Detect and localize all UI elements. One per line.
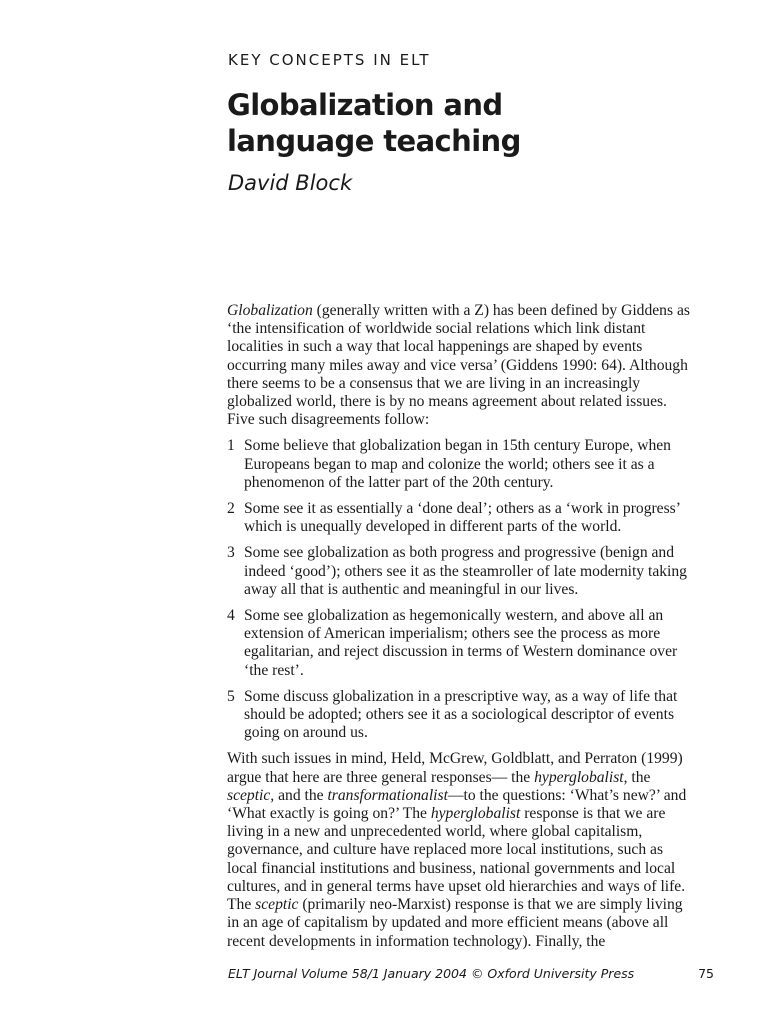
text-line: which is unequally developed in different parts of the world.: [244, 518, 622, 536]
text-segment: recent developments in information technology). Finally, the: [227, 932, 606, 950]
list-number: 2: [227, 500, 235, 518]
italic-term: sceptic: [255, 896, 299, 914]
text-line: extension of American imperialism; others see the process as more: [244, 625, 661, 643]
text-line: ‘the rest’.: [244, 661, 304, 679]
title-line: Globalization and: [227, 88, 503, 122]
text-line: [227, 750, 719, 768]
text-line: [227, 896, 719, 914]
text-line: Some see globalization as both progress and progressive (benign and: [244, 544, 675, 562]
text-segment: local financial institutions and business, national governments and local: [227, 859, 676, 877]
text-line: phenomenon of the latter part of the 20th century.: [244, 473, 554, 491]
text-segment: Five such disagreements follow:: [227, 411, 430, 429]
text-line: [227, 320, 719, 338]
text-segment: and the: [274, 786, 328, 804]
title-line: language teaching: [227, 124, 521, 158]
text-line: [227, 933, 719, 951]
page-number: 75: [698, 966, 714, 981]
text-line: Europeans began to map and colonize the world; others see it as a: [244, 455, 655, 473]
journal-citation: ELT Journal Volume 58/1 January 2004 © Oxford University Press: [228, 966, 635, 981]
italic-term: hyperglobalist: [430, 805, 521, 823]
text-line: [227, 375, 719, 393]
text-line: [227, 878, 719, 896]
text-segment: With such issues in mind, Held, McGrew, Goldblatt, and Perraton (1999): [227, 750, 683, 768]
text-line: going on around us.: [244, 724, 368, 742]
list-number: 5: [227, 687, 235, 705]
text-line: Some see globalization as hegemonically western, and above all an: [244, 607, 664, 625]
text-segment: in an age of capitalism by updated and more efficient means (above all: [227, 914, 669, 932]
italic-term: Globalization: [227, 302, 313, 319]
text-line: [227, 823, 719, 841]
text-line: [227, 357, 719, 375]
text-line: [227, 302, 719, 320]
italic-term: hyperglobalist: [534, 768, 624, 786]
text-line: egalitarian, and reject discussion in terms of Western dominance over: [244, 643, 678, 661]
text-segment: governance, and culture have replaced more local institutions, such as: [227, 841, 664, 859]
list-number: 4: [227, 607, 235, 625]
text-segment: occurring many miles away and vice versa’ (Giddens 1990: 64). Although: [227, 356, 688, 374]
list-item: [227, 500, 719, 536]
text-segment: localities in such a way that local happenings are shaped by events: [227, 338, 643, 356]
text-line: Some discuss globalization in a prescriptive way, as a way of life that: [244, 687, 678, 705]
text-line: [227, 805, 719, 823]
list-number: 3: [227, 544, 235, 562]
list-item: [227, 688, 719, 743]
text-line: [227, 841, 719, 859]
list-item: [227, 437, 719, 492]
text-segment: (generally written with a Z) has been defined by Giddens as: [312, 302, 690, 319]
italic-term: sceptic,: [227, 786, 275, 804]
responses-paragraph: [227, 750, 719, 950]
article-title: [227, 87, 707, 159]
series-heading: KEY CONCEPTS IN ELT: [228, 51, 431, 69]
article-body: [227, 302, 719, 951]
list-item: [227, 544, 719, 599]
author-name: David Block: [228, 171, 353, 195]
text-segment: The: [227, 896, 256, 914]
text-line: Some see it as essentially a ‘done deal’; others as a ‘work in progress’: [244, 500, 681, 518]
text-line: should be adopted; others see it as a sociological descriptor of events: [244, 706, 675, 724]
italic-term: transformationalist: [327, 786, 448, 804]
text-line: [227, 787, 719, 805]
text-segment: there seems to be a consensus that we are living in an increasingly: [227, 374, 641, 392]
text-line: Some believe that globalization began in 15th century Europe, when: [244, 437, 671, 455]
text-line: [227, 860, 719, 878]
text-line: away all that is authentic and meaningful in our lives.: [244, 580, 579, 598]
text-segment: (primarily neo-Marxist) response is that we are simply living: [298, 896, 683, 914]
text-segment: ‘the intensification of worldwide social relations which link distant: [227, 320, 646, 338]
text-line: [227, 393, 719, 411]
intro-paragraph: [227, 302, 719, 429]
text-segment: living in a new and unprecedented world, where global capitalism,: [227, 823, 643, 841]
text-segment: globalized world, there is by no means agreement about related issues.: [227, 393, 667, 411]
text-segment: , the: [623, 768, 651, 786]
text-line: indeed ‘good’); others see it as the steamroller of late modernity taking: [244, 562, 687, 580]
text-segment: —to the questions: ‘What’s new?’ and: [447, 786, 687, 804]
list-number: 1: [227, 437, 235, 455]
text-segment: response is that we are: [520, 805, 666, 823]
text-segment: cultures, and in general terms have upset old hierarchies and ways of life.: [227, 877, 686, 895]
text-segment: ‘What exactly is going on?’ The: [227, 805, 431, 823]
text-line: [227, 411, 719, 429]
text-line: [227, 338, 719, 356]
text-line: [227, 769, 719, 787]
text-line: [227, 914, 719, 932]
text-segment: argue that here are three general responses— the: [227, 768, 535, 786]
disagreement-list: [227, 437, 719, 742]
list-item: [227, 607, 719, 680]
